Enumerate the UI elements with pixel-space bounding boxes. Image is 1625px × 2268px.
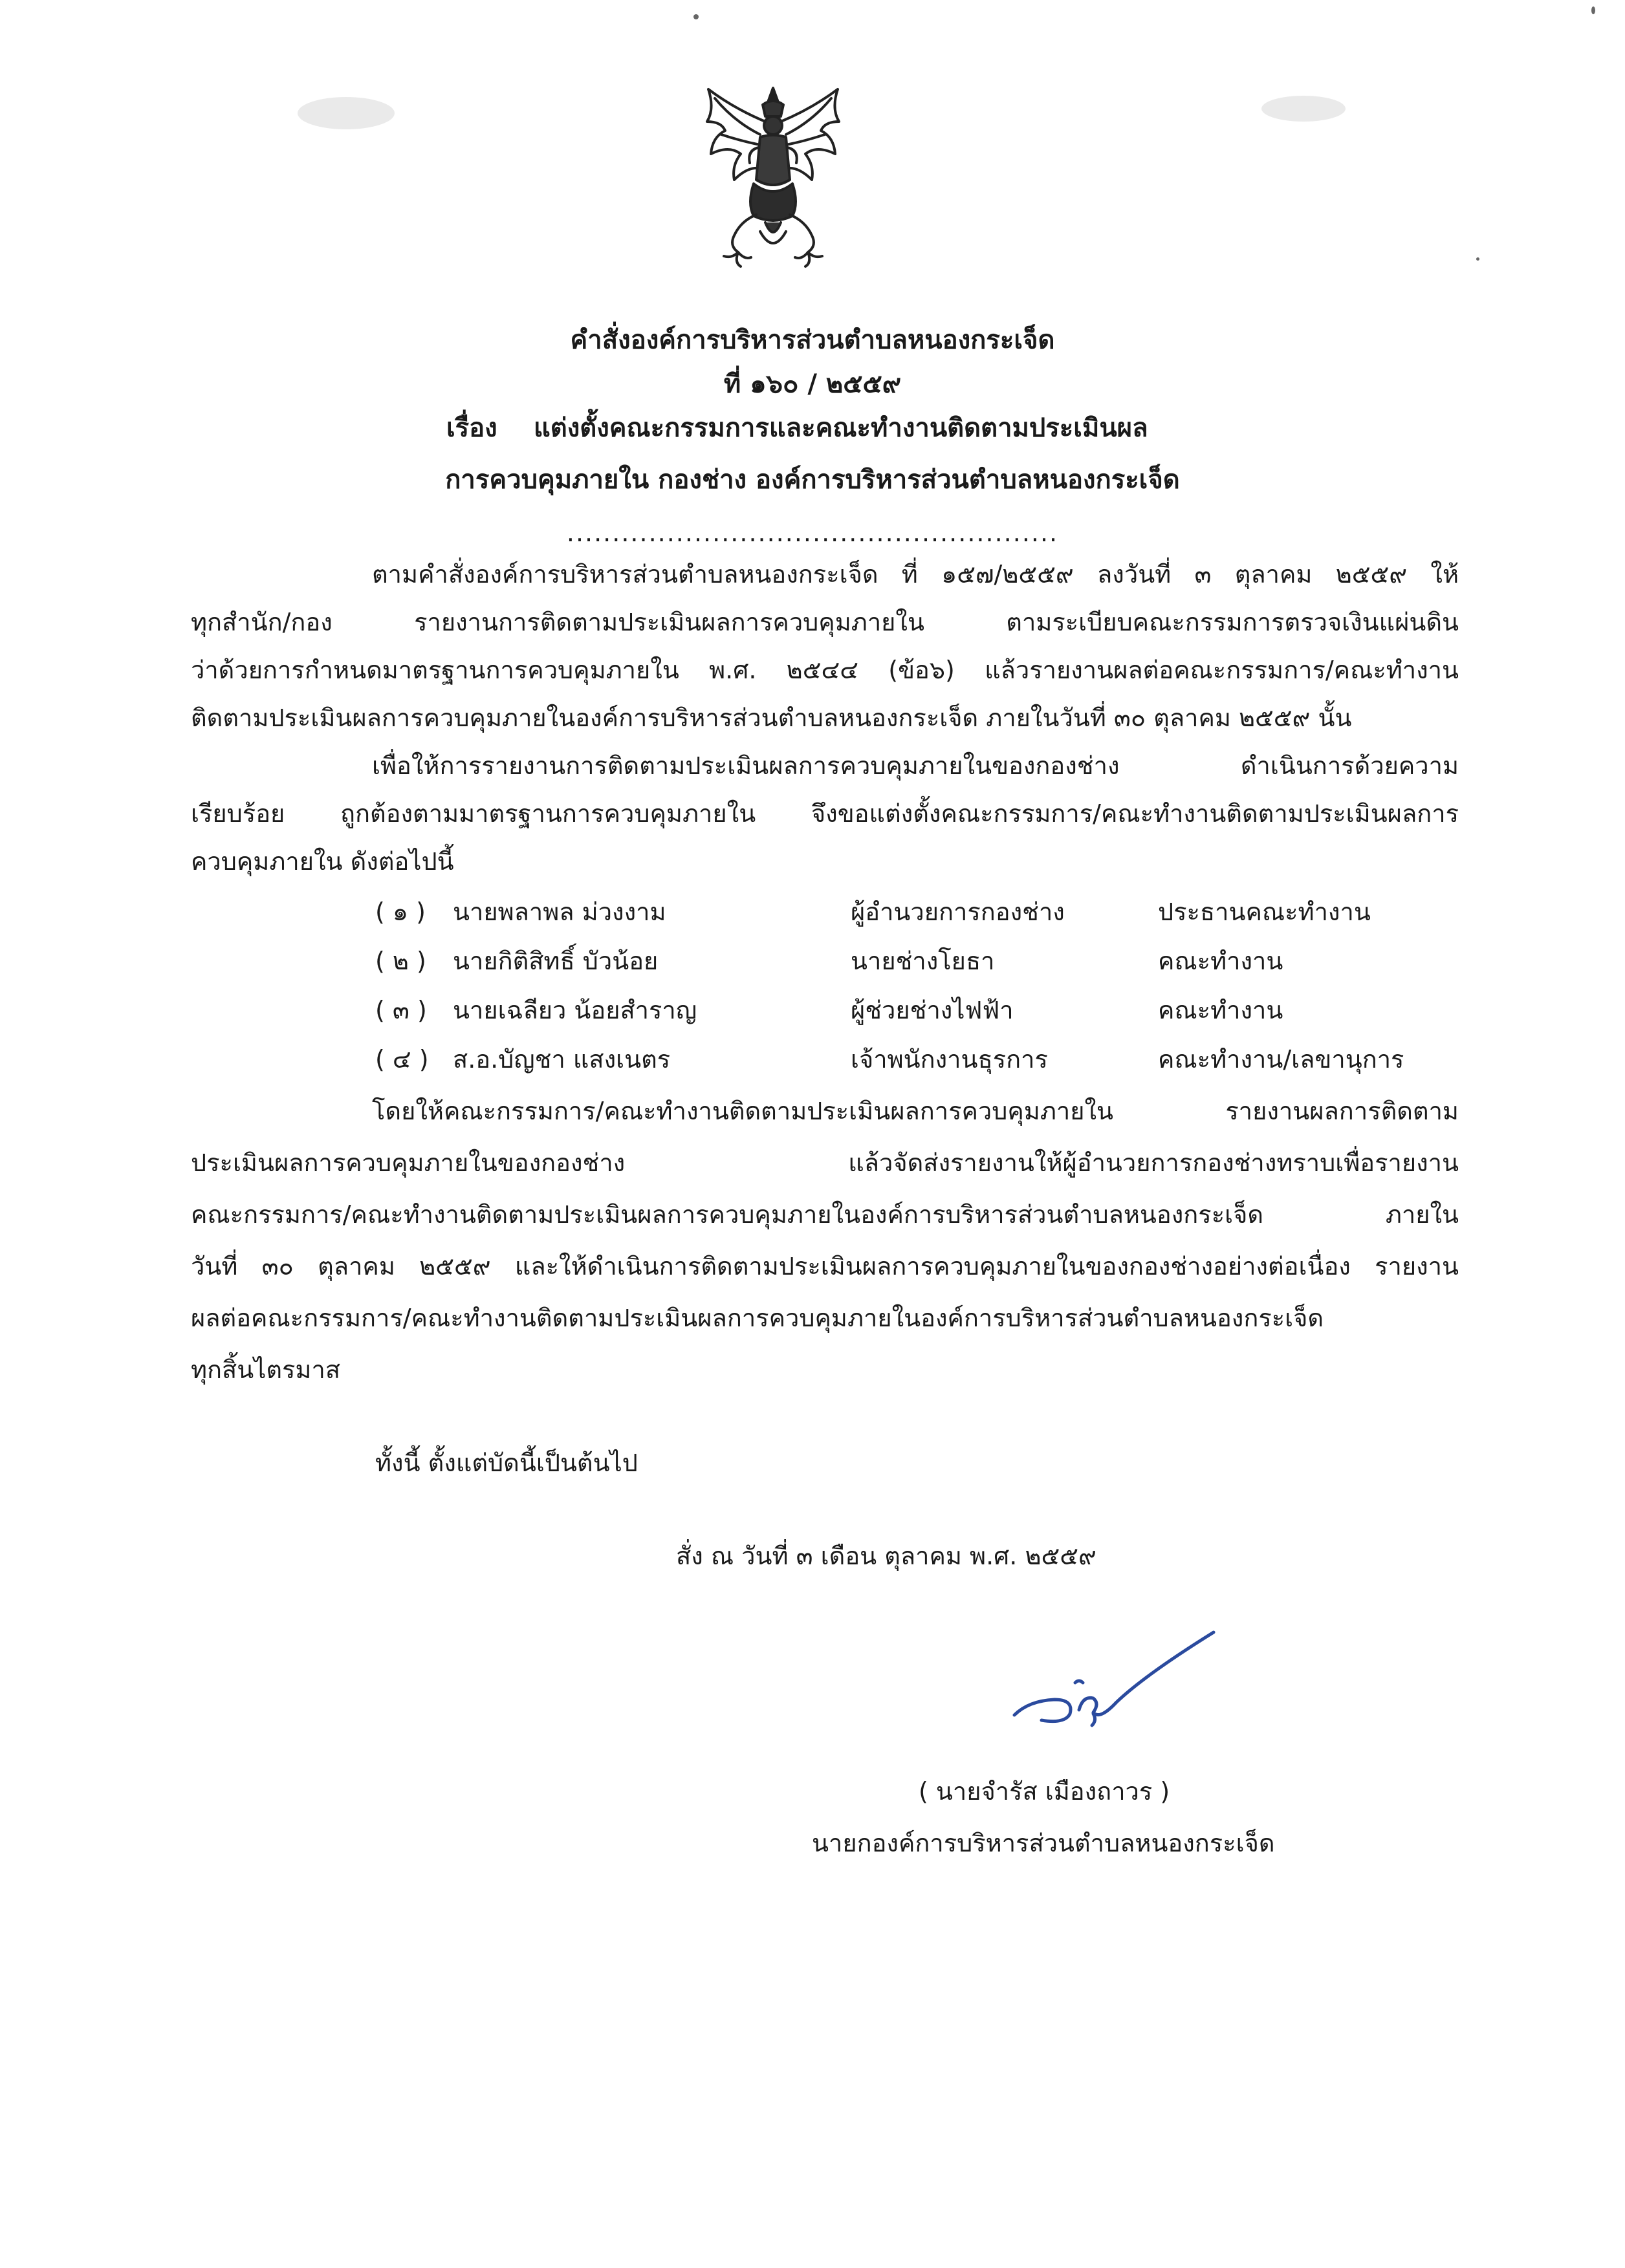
signature-mark (1003, 1623, 1223, 1740)
para1-line-2: ทุกสำนัก/กอง รายงานการติดตามประเมินผลการควบคุมภายใน ตามระเบียบคณะกรรมการตรวจเงินแผ่นดิน (191, 608, 1459, 636)
member-1-no: ( ๑ ) (375, 898, 426, 926)
member-2-no: ( ๒ ) (375, 947, 426, 975)
order-number: ที่ ๑๖๐ / ๒๕๕๙ (723, 369, 902, 399)
para3-line-4: วันที่ ๓๐ ตุลาคม ๒๕๕๙ และให้ดำเนินการติดตามประเมินผลการควบคุมภายในของกองช่างอย่างต่อเนื่อง รายงาน (191, 1252, 1459, 1280)
para2-line-1: เพื่อให้การรายงานการติดตามประเมินผลการควบคุมภายในของกองช่าง ดำเนินการด้วยความ (372, 751, 1459, 780)
garuda-emblem (695, 83, 851, 270)
para2-line-3: ควบคุมภายใน ดังต่อไปนี้ (191, 847, 454, 876)
para3-line-1: โดยให้คณะกรรมการ/คณะทำงานติดตามประเมินผลการควบคุมภายใน รายงานผลการติดตาม (372, 1097, 1459, 1125)
order-title: คำสั่งองค์การบริหารส่วนตำบลหนองกระเจ็ด (570, 325, 1055, 355)
member-4-position: เจ้าพนักงานธุรการ (851, 1045, 1048, 1074)
para2-line-2: เรียบร้อย ถูกต้องตามมาตรฐานการควบคุมภายใน จึงขอแต่งตั้งคณะกรรมการ/คณะทำงานติดตามประเมินผลการ (191, 799, 1459, 828)
para1-line-1: ตามคำสั่งองค์การบริหารส่วนตำบลหนองกระเจ็ด ที่ ๑๕๗/๒๕๕๙ ลงวันที่ ๓ ตุลาคม ๒๕๕๙ ให้ (372, 560, 1459, 589)
effective-statement: ทั้งนี้ ตั้งแต่บัดนี้เป็นต้นไป (375, 1449, 638, 1477)
member-3-position: ผู้ช่วยช่างไฟฟ้า (851, 996, 1014, 1024)
member-4-role: คณะทำงาน/เลขานุการ (1158, 1045, 1404, 1074)
member-4-no: ( ๔ ) (375, 1045, 429, 1074)
member-4-name: ส.อ.บัญชา แสงเนตร (453, 1045, 671, 1074)
para3-line-2: ประเมินผลการควบคุมภายในของกองช่าง แล้วจัดส่งรายงานให้ผู้อำนวยการกองช่างทราบเพื่อรายงาน (191, 1149, 1459, 1177)
order-date: สั่ง ณ วันที่ ๓ เดือน ตุลาคม พ.ศ. ๒๕๕๙ (676, 1542, 1096, 1570)
para3-line-5: ผลต่อคณะกรรมการ/คณะทำงานติดตามประเมินผลการควบคุมภายในองค์การบริหารส่วนตำบลหนองกระเจ็ด (191, 1304, 1324, 1332)
member-3-role: คณะทำงาน (1158, 996, 1283, 1024)
signer-name: ( นายจำรัส เมืองถาวร ) (919, 1777, 1170, 1806)
para3-line-6: ทุกสิ้นไตรมาส (191, 1355, 341, 1384)
member-1-position: ผู้อำนวยการกองช่าง (851, 898, 1065, 926)
scan-smudge (1261, 96, 1346, 122)
header-divider: ...................................................... (566, 519, 1059, 547)
scan-smudge (298, 97, 395, 129)
scan-speck (1476, 257, 1479, 261)
subject-line-1: แต่งตั้งคณะกรรมการและคณะทำงานติดตามประเมินผล (534, 413, 1148, 443)
scan-speck (693, 14, 699, 19)
scan-speck (1591, 6, 1595, 14)
para1-line-3: ว่าด้วยการกำหนดมาตรฐานการควบคุมภายใน พ.ศ. ๒๕๔๔ (ข้อ๖) แล้วรายงานผลต่อคณะกรรมการ/คณะทำงาน (191, 656, 1459, 684)
member-2-name: นายกิติสิทธิ์ บัวน้อย (453, 947, 659, 975)
member-3-name: นายเฉลียว น้อยสำราญ (453, 996, 697, 1024)
member-2-role: คณะทำงาน (1158, 947, 1283, 975)
para3-line-3: คณะกรรมการ/คณะทำงานติดตามประเมินผลการควบคุมภายในองค์การบริหารส่วนตำบลหนองกระเจ็ด ภายใน (191, 1200, 1459, 1229)
member-2-position: นายช่างโยธา (851, 947, 995, 975)
subject-line-2: การควบคุมภายใน กองช่าง องค์การบริหารส่วนตำบลหนองกระเจ็ด (445, 465, 1180, 495)
signer-title: นายกองค์การบริหารส่วนตำบลหนองกระเจ็ด (812, 1829, 1275, 1857)
para1-line-4: ติดตามประเมินผลการควบคุมภายในองค์การบริหารส่วนตำบลหนองกระเจ็ด ภายในวันที่ ๓๐ ตุลาคม ๒๕๕๙ นั้น (191, 704, 1352, 732)
subject-label: เรื่อง (446, 413, 497, 443)
member-3-no: ( ๓ ) (375, 996, 427, 1024)
member-1-name: นายพลาพล ม่วงงาม (453, 898, 666, 926)
member-1-role: ประธานคณะทำงาน (1158, 898, 1371, 926)
